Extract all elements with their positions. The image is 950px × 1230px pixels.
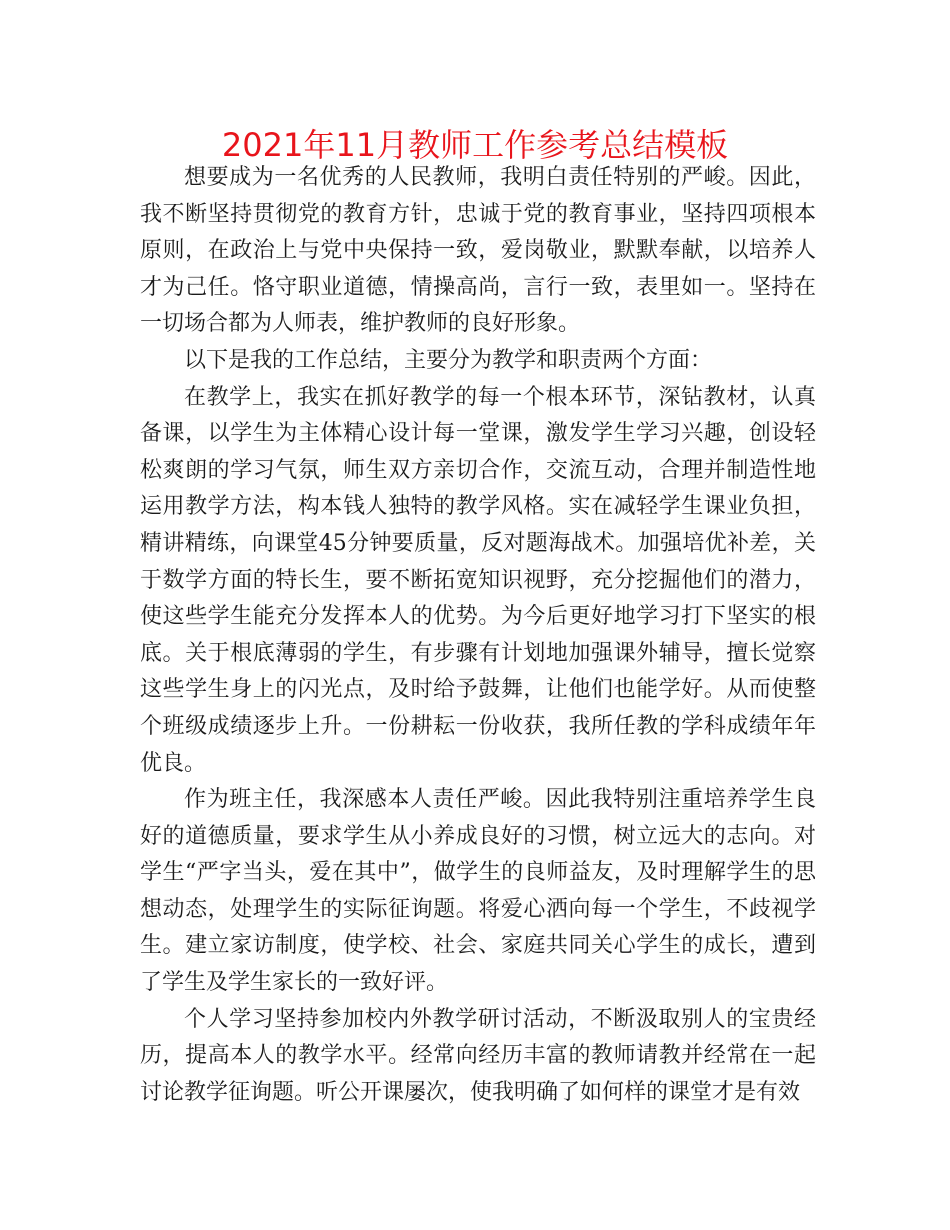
document-body xyxy=(140,160,816,1111)
paragraph-personal-study: 个人学习坚持参加校内外教学研讨活动，不断汲取别人的宝贵经历，提高本人的教学水平。经常向经历丰富的教师请教并经常在一起讨论教学征询题。听公开课屡次，使我明确了如何样的课堂才是有效 xyxy=(140,1006,816,1105)
paragraph-overview: 以下是我的工作总结，主要分为教学和职责两个方面： xyxy=(184,347,713,373)
paragraph-teaching: 在教学上，我实在抓好教学的每一个根本环节，深钻教材，认真备课，以学生为主体精心设计每一堂课，激发学生学习兴趣，创设轻松爽朗的学习气氛，师生双方亲切合作，交流互动，合理并制造性地运用教学方法，构本钱人独特的教学风格。实在减轻学生课业负担，精讲精练，向课堂45分钟要质量，反对题海战术。加强培优补差，关于数学方面的特长生，要不断拓宽知识视野，充分挖掘他们的潜力，使这些学生能充分发挥本人的优势。为今后更好地学习打下坚实的根底。关于根底薄弱的学生，有步骤有计划地加强课外辅导，擅长觉察这些学生身上的闪光点，及时给予鼓舞，让他们也能学好。从而使整个班级成绩逐步上升。一份耕耘一份收获，我所任教的学科成绩年年优良。 xyxy=(140,384,816,776)
paragraph-class-teacher: 作为班主任，我深感本人责任严峻。因此我特别注重培养学生良好的道德质量，要求学生从小养成良好的习惯，树立远大的志向。对学生“严字当头，爱在其中”，做学生的良师益友，及时理解学生的思想动态，处理学生的实际征询题。将爱心洒向每一个学生，不歧视学生。建立家访制度，使学校、社会、家庭共同关心学生的成长，遭到了学生及学生家长的一致好评。 xyxy=(140,787,816,996)
document-title: 2021年11月教师工作参考总结模板 xyxy=(221,126,729,164)
paragraph-intro: 想要成为一名优秀的人民教师，我明白责任特别的严峻。因此，我不断坚持贯彻党的教育方针，忠诚于党的教育事业，坚持四项根本原则，在政治上与党中央保持一致，爱岗敬业，默默奉献，以培养人才为己任。恪守职业道德，情操高尚，言行一致，表里如一。坚持在一切场合都为人师表，维护教师的良好形象。 xyxy=(140,165,816,337)
